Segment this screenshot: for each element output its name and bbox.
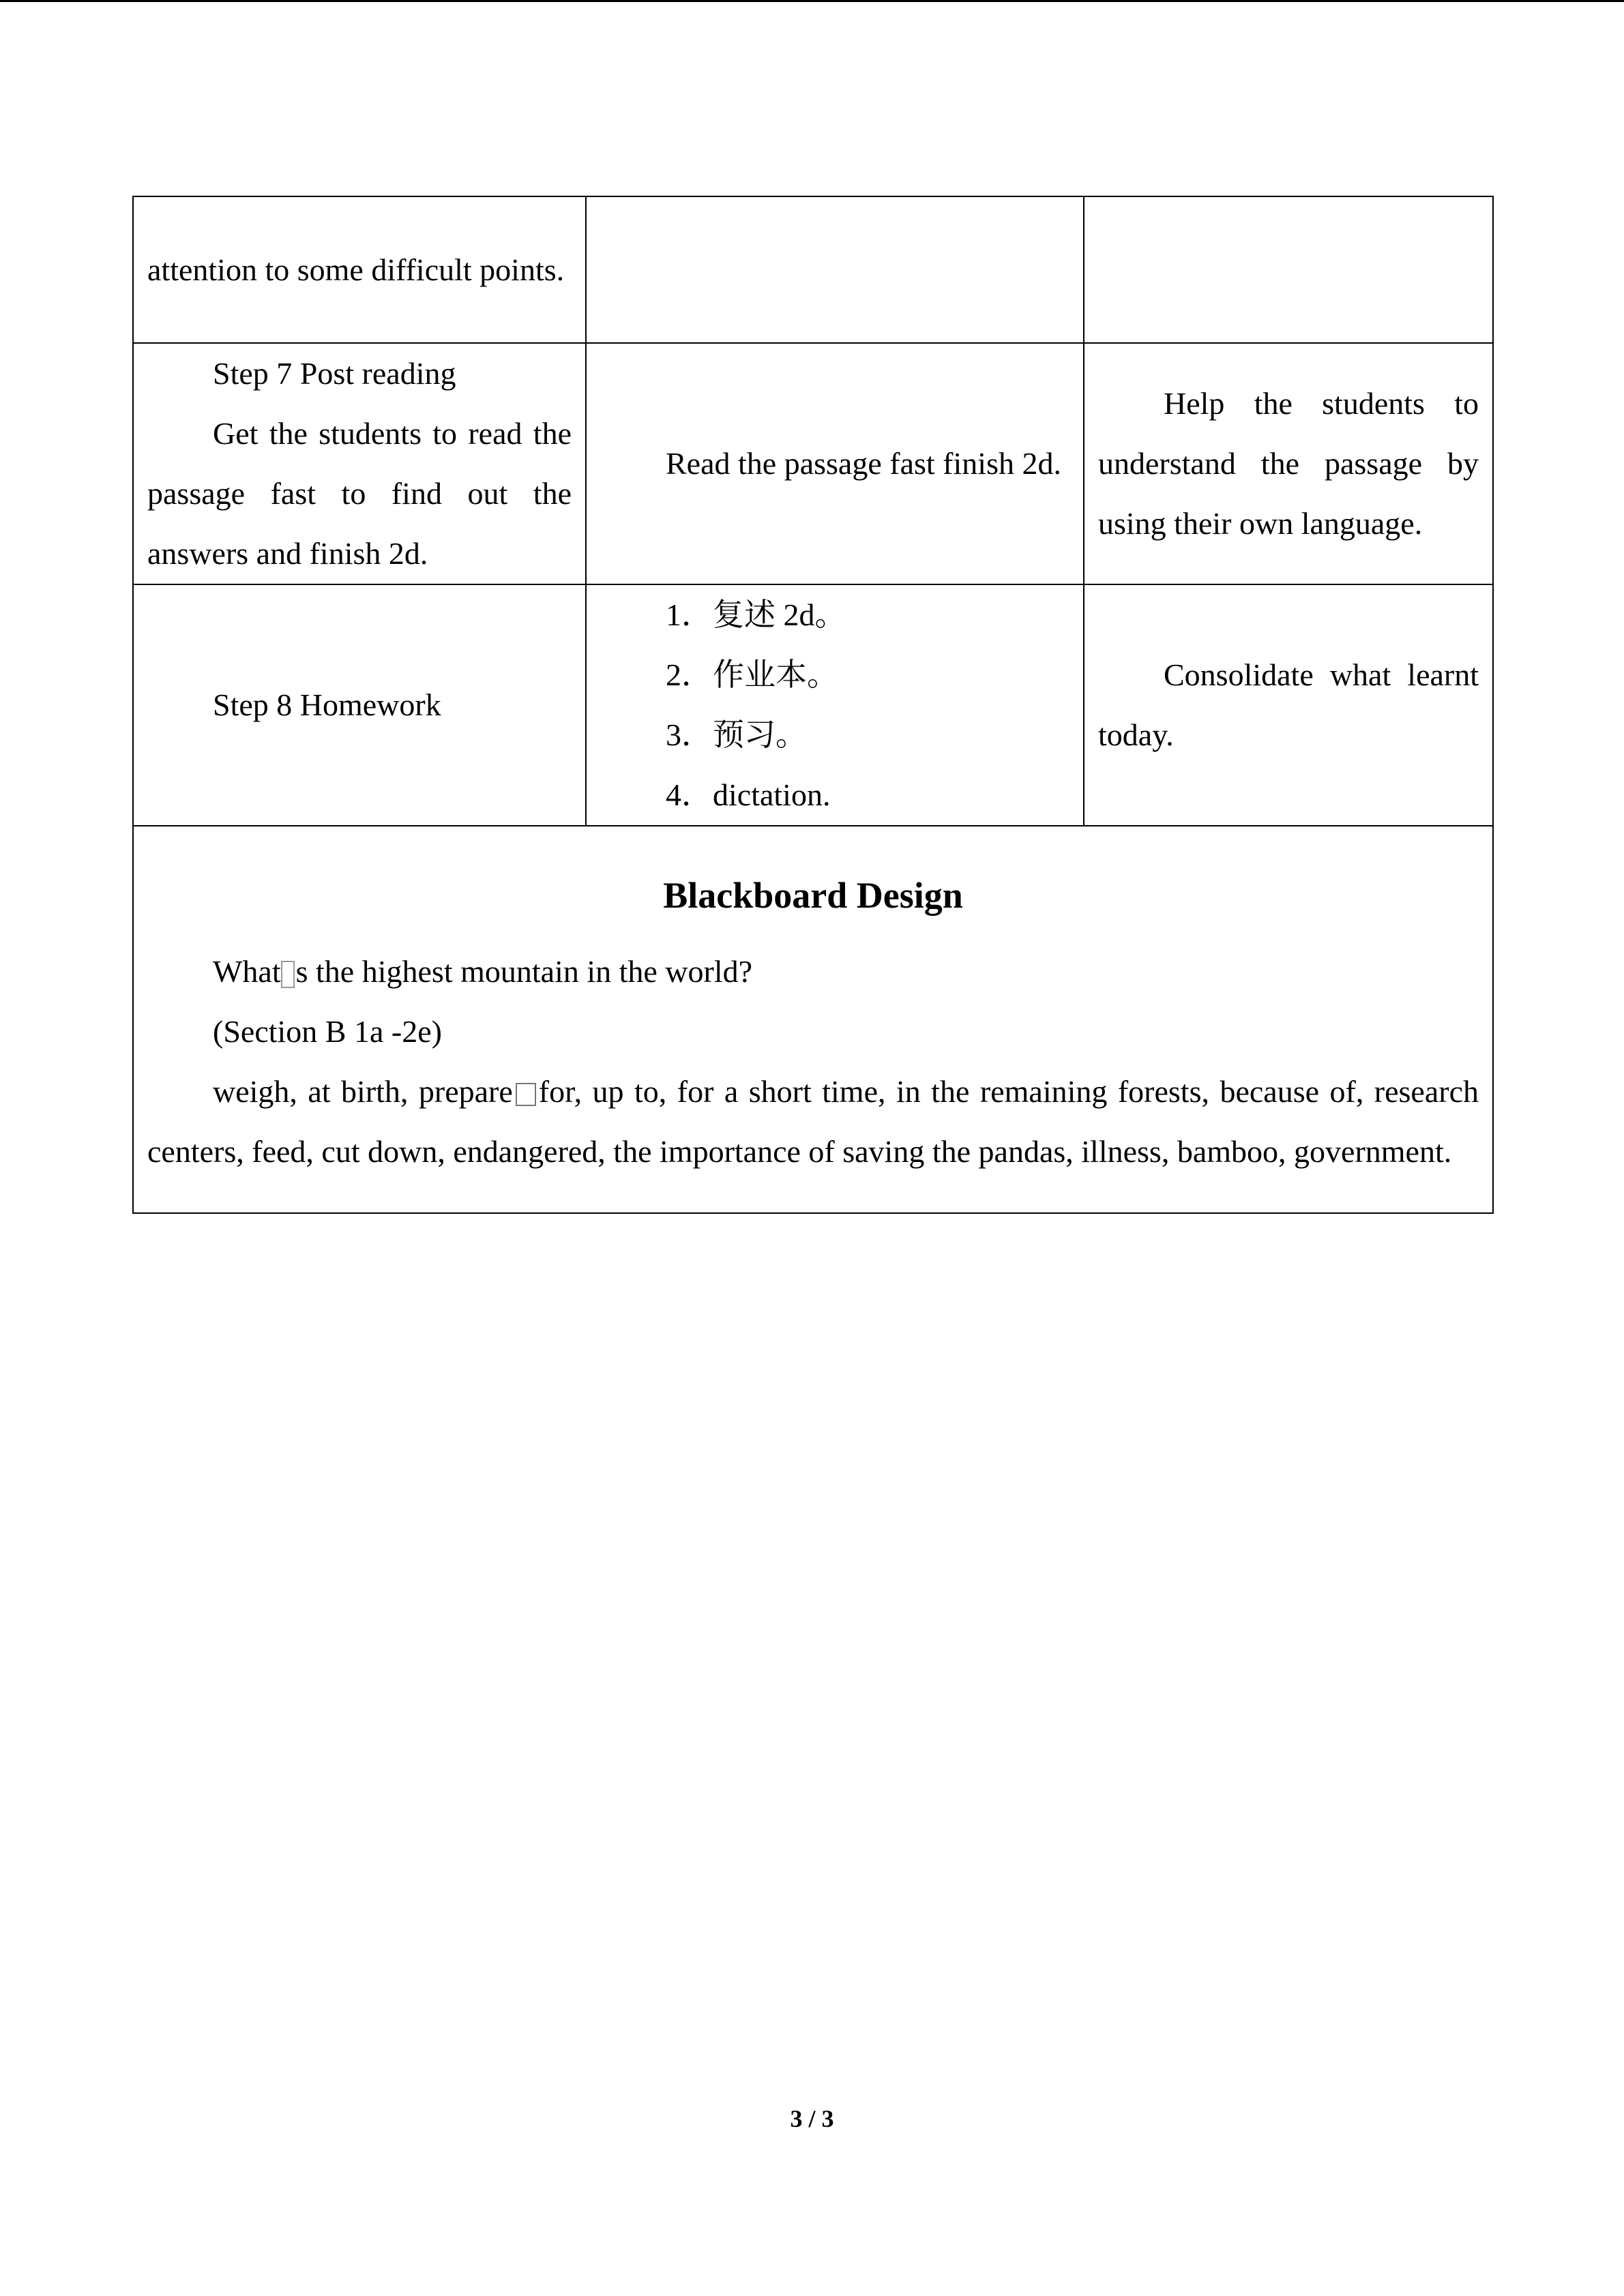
- missing-glyph-box: [281, 961, 295, 988]
- missing-glyph-box: [516, 1083, 536, 1106]
- vocabulary-rest: for, up to, for a short time, in the remaining forests, because of, research centers, feed, cut down, endangered, the importance of saving the pandas, illness, bamboo, government.: [147, 1074, 1479, 1169]
- page-number: 3 / 3: [790, 2105, 834, 2132]
- student-activity-cell: [586, 196, 1084, 343]
- student-activity-cell: [586, 343, 1084, 584]
- teacher-activity-text: Get the students to read the passage fast to find out the answers and finish 2d.: [147, 416, 572, 571]
- purpose-cell: [1084, 584, 1493, 826]
- table-row: [133, 584, 1493, 826]
- table-row: [133, 343, 1493, 584]
- purpose-text: Consolidate what learnt today.: [1098, 657, 1479, 752]
- student-activity-text: Read the passage fast finish 2d.: [666, 446, 1061, 481]
- teacher-activity-cell: [133, 584, 586, 826]
- purpose-cell: [1084, 196, 1493, 343]
- homework-item: 4．dictation.: [666, 777, 831, 812]
- table-row: [133, 196, 1493, 343]
- blackboard-title: Blackboard Design: [663, 875, 963, 916]
- blackboard-vocabulary: [147, 1062, 1479, 1182]
- student-activity-cell: [586, 584, 1084, 826]
- blackboard-question: [147, 942, 1479, 1002]
- blackboard-row: [133, 826, 1493, 1213]
- question-start: What: [213, 954, 281, 989]
- question-end: s the highest mountain in the world?: [295, 954, 753, 989]
- homework-item: 2．作业本。: [666, 657, 838, 692]
- purpose-text: Help the students to understand the passage by using their own language.: [1098, 386, 1479, 541]
- top-border-line: [0, 0, 1624, 2]
- step-title: Step 8 Homework: [213, 687, 441, 722]
- vocabulary-start: weigh, at birth, prepare: [213, 1074, 513, 1109]
- purpose-cell: [1084, 343, 1493, 584]
- lesson-plan-table: [132, 196, 1494, 1214]
- blackboard-design-cell: [133, 826, 1493, 1213]
- homework-item: 3．预习。: [666, 717, 807, 752]
- blackboard-section: (Section B 1a -2e): [213, 1014, 442, 1049]
- lesson-plan-page: [132, 196, 1492, 1214]
- teacher-activity-text: attention to some difficult points.: [147, 252, 565, 287]
- step-title: Step 7 Post reading: [213, 356, 456, 391]
- homework-list: [600, 585, 1069, 825]
- homework-item: 1．复述 2d。: [666, 597, 846, 632]
- teacher-activity-cell: [133, 196, 586, 343]
- teacher-activity-cell: [133, 343, 586, 584]
